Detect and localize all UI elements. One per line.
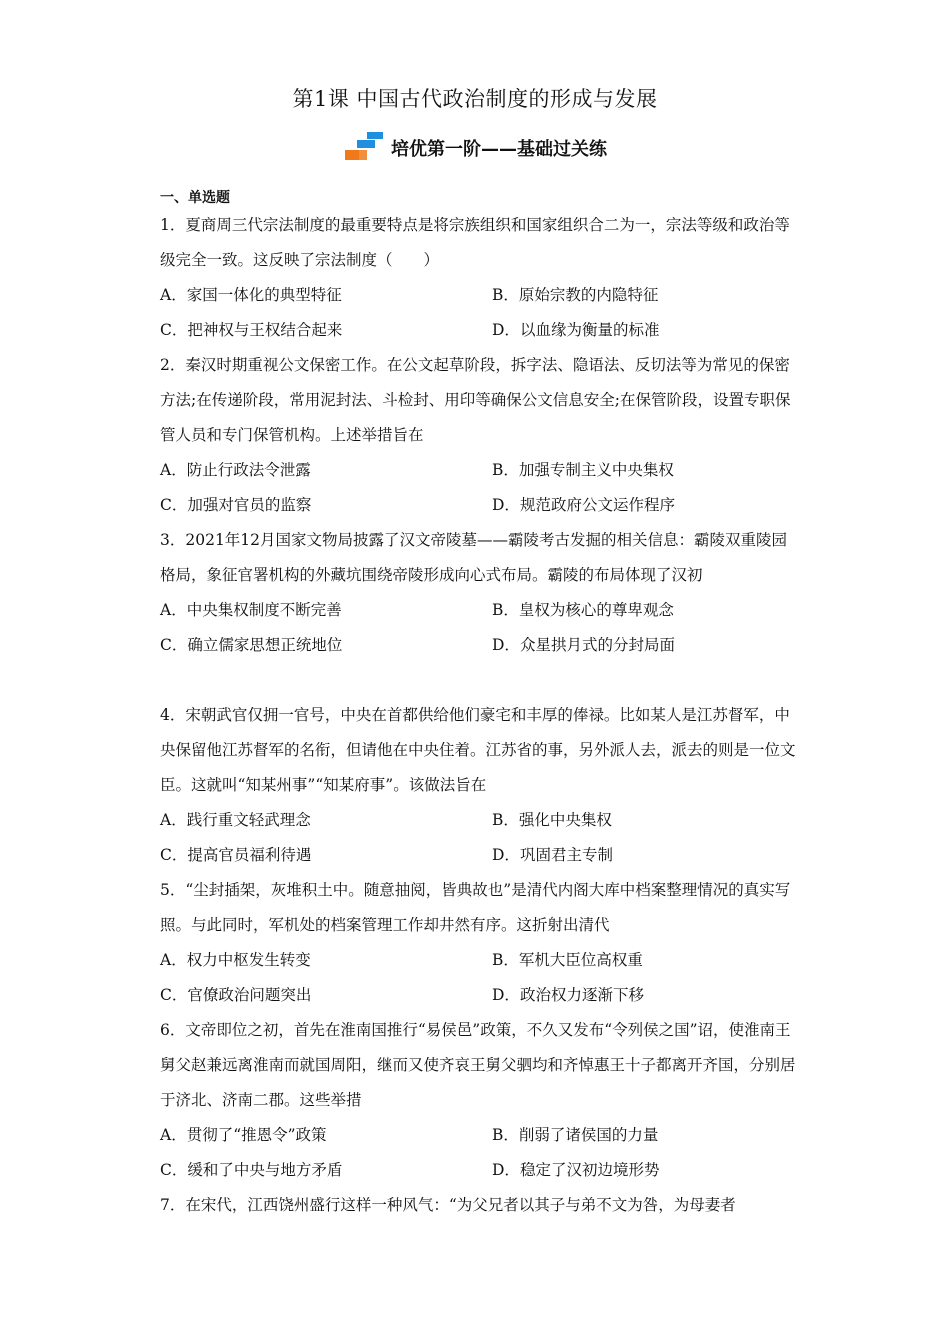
option-a: A．权力中枢发生转变 <box>160 951 311 969</box>
subtitle-text: 培优第一阶——基础过关练 <box>391 139 607 160</box>
option-c: C．提高官员福利待遇 <box>160 846 312 864</box>
option-b: B．原始宗教的内隐特征 <box>492 286 659 304</box>
stacked-blocks-icon <box>343 130 387 162</box>
question-stem: 6．文帝即位之初，首先在淮南国推行“易侯邑”政策，不久又发布“令列侯之国”诏，使淮南王舅父赵兼远离淮南而就国周阳，继而又使齐哀王舅父驷均和齐悼惠王十子都离开齐国，分别居于济北、济南二郡。这些举措 <box>160 1021 796 1109</box>
option-a: A．家国一体化的典型特征 <box>160 286 342 304</box>
option-grid <box>160 278 800 348</box>
option-c: C．确立儒家思想正统地位 <box>160 636 343 654</box>
question-list <box>160 208 800 1223</box>
option-d: D．稳定了汉初边境形势 <box>492 1161 660 1179</box>
question-7 <box>160 1188 800 1223</box>
option-a: A．贯彻了“推恩令”政策 <box>160 1126 327 1144</box>
option-b: B．强化中央集权 <box>492 811 612 829</box>
option-d: D．众星拱月式的分封局面 <box>492 636 675 654</box>
option-grid <box>160 803 800 873</box>
option-a: A．中央集权制度不断完善 <box>160 601 342 619</box>
lesson-title: 第1课 中国古代政治制度的形成与发展 <box>292 87 658 111</box>
question-stem: 1．夏商周三代宗法制度的最重要特点是将宗族组织和国家组织合二为一，宗法等级和政治等级完全一致。这反映了宗法制度（ ） <box>160 216 790 269</box>
option-d: D．以血缘为衡量的标准 <box>492 321 660 339</box>
option-grid <box>160 453 800 523</box>
section-heading: 一、单选题 <box>160 190 230 206</box>
subtitle-row <box>0 134 950 176</box>
option-c: C．缓和了中央与地方矛盾 <box>160 1161 343 1179</box>
question-stem: 7．在宋代，江西饶州盛行这样一种风气：“为父兄者以其子与弟不文为咎，为母妻者 <box>160 1196 736 1214</box>
question-stem: 3．2021年12月国家文物局披露了汉文帝陵墓——霸陵考古发掘的相关信息：霸陵双重陵园格局，象征官署机构的外藏坑围绕帝陵形成向心式布局。霸陵的布局体现了汉初 <box>160 531 788 584</box>
option-d: D．巩固君主专制 <box>492 846 613 864</box>
option-grid <box>160 1118 800 1188</box>
option-b: B．军机大臣位高权重 <box>492 951 643 969</box>
option-b: B．加强专制主义中央集权 <box>492 461 674 479</box>
option-a: A．践行重文轻武理念 <box>160 811 311 829</box>
option-b: B．皇权为核心的尊卑观念 <box>492 601 674 619</box>
option-grid <box>160 943 800 1013</box>
option-c: C．官僚政治问题突出 <box>160 986 312 1004</box>
option-a: A．防止行政法令泄露 <box>160 461 311 479</box>
question-3 <box>160 523 800 663</box>
question-stem: 2．秦汉时期重视公文保密工作。在公文起草阶段，拆字法、隐语法、反切法等为常见的保密方法;在传递阶段，常用泥封法、斗检封、用印等确保公文信息安全;在保管阶段，设置专职保管人员和专门保管机构。上述举措旨在 <box>160 356 791 444</box>
question-4 <box>160 698 800 873</box>
question-6 <box>160 1013 800 1188</box>
option-c: C．把神权与王权结合起来 <box>160 321 343 339</box>
option-grid <box>160 593 800 663</box>
question-5 <box>160 873 800 1013</box>
option-d: D．政治权力逐渐下移 <box>492 986 644 1004</box>
question-2 <box>160 348 800 523</box>
question-1 <box>160 208 800 348</box>
option-d: D．规范政府公文运作程序 <box>492 496 675 514</box>
question-stem: 4．宋朝武官仅拥一官号，中央在首都供给他们豪宅和丰厚的俸禄。比如某人是江苏督军，中央保留他江苏督军的名衔，但请他在中央住着。江苏省的事，另外派人去，派去的则是一位文臣。这就叫“知某州事”“知某府事”。该做法旨在 <box>160 706 796 794</box>
option-b: B．削弱了诸侯国的力量 <box>492 1126 659 1144</box>
question-stem: 5．“尘封插架，灰堆积土中。随意抽阅，皆典故也”是清代内阁大库中档案整理情况的真实写照。与此同时，军机处的档案管理工作却井然有序。这折射出清代 <box>160 881 791 934</box>
option-c: C．加强对官员的监察 <box>160 496 312 514</box>
